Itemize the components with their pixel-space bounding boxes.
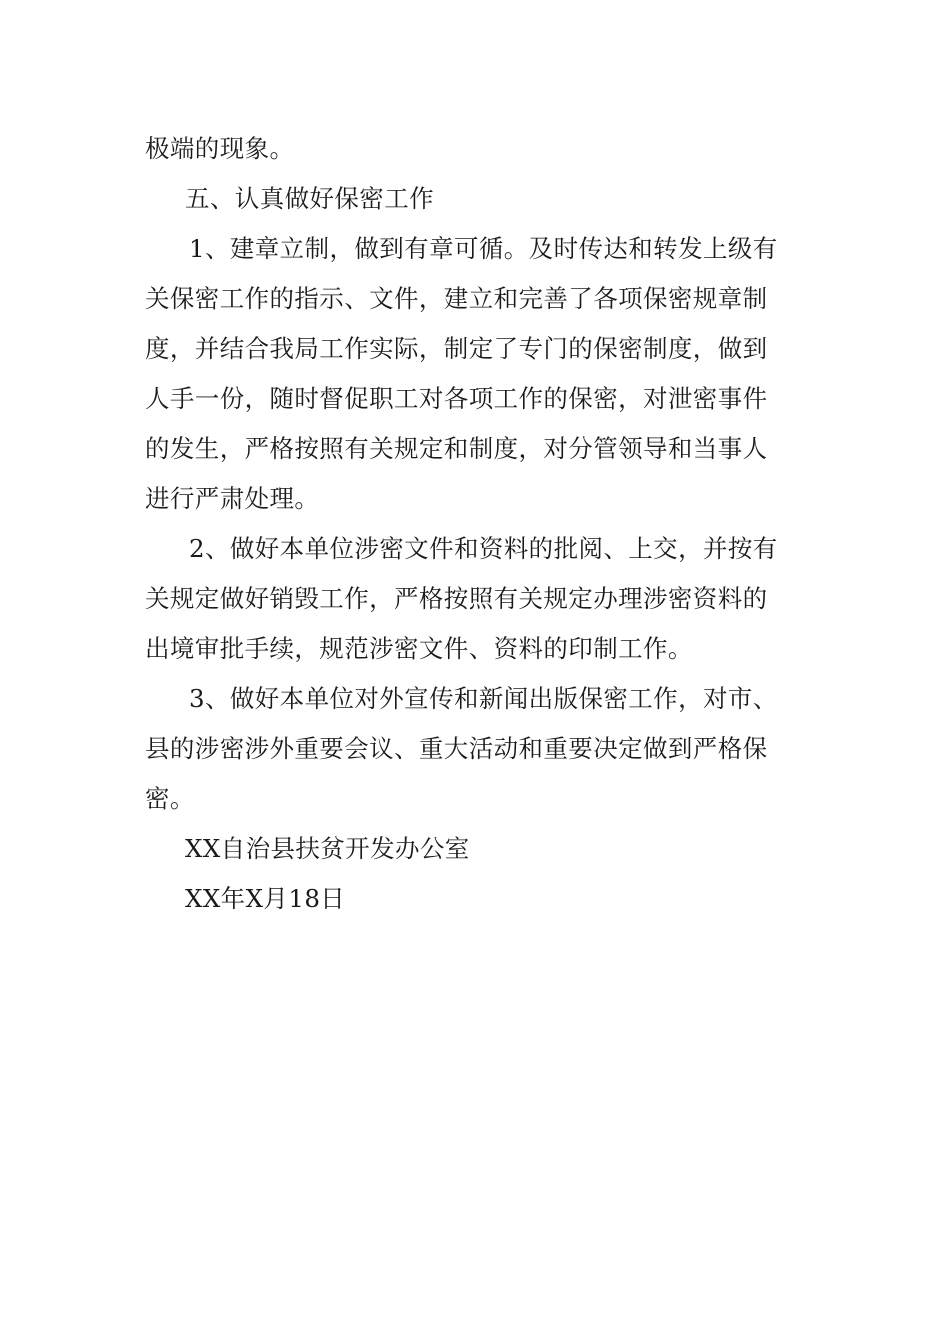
- text-line: 度，并结合我局工作实际，制定了专门的保密制度，做到: [145, 334, 768, 363]
- text-line: 的发生，严格按照有关规定和制度，对分管领导和当事人: [145, 434, 768, 463]
- text-line: 3、做好本单位对外宣传和新闻出版保密工作，对市、: [189, 684, 778, 713]
- text-line: 进行严肃处理。: [145, 484, 320, 513]
- text-line: 关保密工作的指示、文件，建立和完善了各项保密规章制: [145, 284, 768, 313]
- text-line: 人手一份，随时督促职工对各项工作的保密，对泄密事件: [145, 384, 768, 413]
- text-line: 密。: [145, 784, 195, 813]
- signature-date: XX年X月18日: [185, 884, 346, 913]
- text-line: 出境审批手续，规范涉密文件、资料的印制工作。: [145, 634, 693, 663]
- text-line: 县的涉密涉外重要会议、重大活动和重要决定做到严格保: [145, 734, 768, 763]
- text-line: 极端的现象。: [145, 134, 295, 163]
- document-body: [145, 124, 807, 924]
- section-heading: 五、认真做好保密工作: [185, 184, 434, 213]
- text-line: 2、做好本单位涉密文件和资料的批阅、上交，并按有: [189, 534, 778, 563]
- text-line: 1、建章立制，做到有章可循。及时传达和转发上级有: [189, 234, 778, 263]
- signature-organization: XX自治县扶贫开发办公室: [185, 834, 470, 863]
- text-line: 关规定做好销毁工作，严格按照有关规定办理涉密资料的: [145, 584, 768, 613]
